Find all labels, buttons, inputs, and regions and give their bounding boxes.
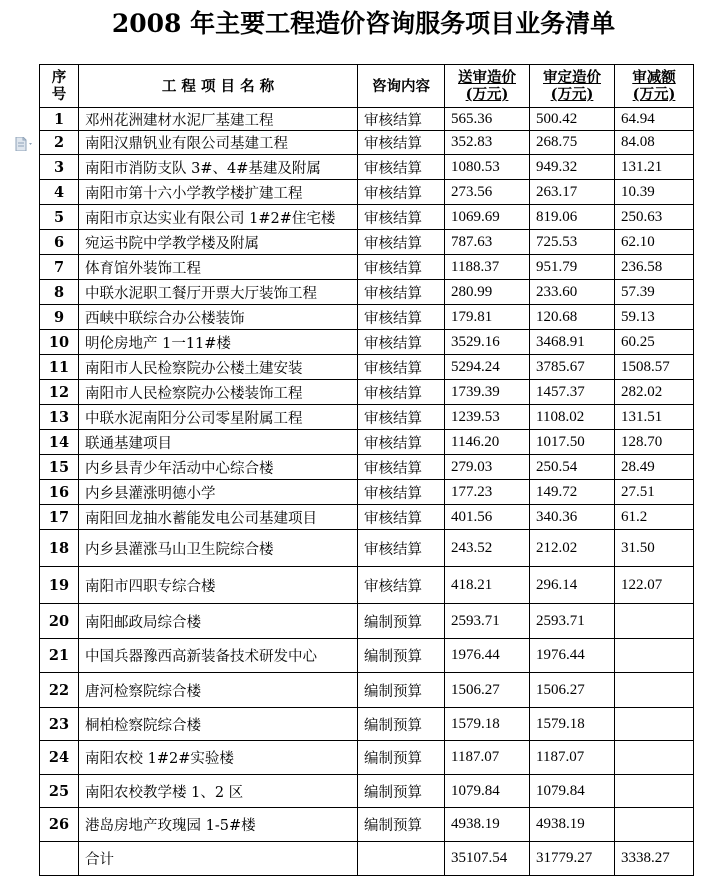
table-row (40, 108, 694, 131)
consult-type: 审核结算 (358, 180, 445, 205)
reduction-amount: 57.39 (615, 280, 694, 305)
submitted-cost: 5294.24 (445, 355, 530, 380)
consult-type: 审核结算 (358, 255, 445, 280)
reduction-amount: 28.49 (615, 455, 694, 480)
reduction-amount: 236.58 (615, 255, 694, 280)
header-approved: 审定造价 (万元) (530, 65, 615, 108)
submitted-cost: 787.63 (445, 230, 530, 255)
reduction-amount (615, 775, 694, 808)
row-number: 11 (40, 355, 79, 380)
approved-cost: 500.42 (530, 108, 615, 131)
consult-type: 审核结算 (358, 230, 445, 255)
reduction-amount (615, 673, 694, 708)
consult-type: 审核结算 (358, 330, 445, 355)
reduction-amount: 64.94 (615, 108, 694, 131)
consult-type: 审核结算 (358, 430, 445, 455)
approved-cost: 212.02 (530, 530, 615, 567)
project-name: 内乡县灌涨明德小学 (79, 480, 358, 505)
project-name: 南阳市人民检察院办公楼装饰工程 (79, 380, 358, 405)
consult-type: 审核结算 (358, 131, 445, 155)
approved-cost: 250.54 (530, 455, 615, 480)
table-row (40, 330, 694, 355)
row-number: 12 (40, 380, 79, 405)
header-reduction: 审减额 (万元) (615, 65, 694, 108)
total-row (40, 842, 694, 876)
table-row (40, 708, 694, 741)
reduction-amount (615, 639, 694, 673)
project-name: 南阳农校教学楼 1、2 区 (79, 775, 358, 808)
consult-type: 审核结算 (358, 530, 445, 567)
table-row (40, 405, 694, 430)
project-name: 港岛房地产玫瑰园 1-5#楼 (79, 808, 358, 842)
table-row (40, 180, 694, 205)
approved-cost: 1187.07 (530, 741, 615, 775)
consult-type: 审核结算 (358, 205, 445, 230)
submitted-cost: 1079.84 (445, 775, 530, 808)
submitted-cost: 1976.44 (445, 639, 530, 673)
submitted-cost: 273.56 (445, 180, 530, 205)
row-number: 25 (40, 775, 79, 808)
project-name: 南阳汉鼎钒业有限公司基建工程 (79, 131, 358, 155)
project-name: 中联水泥职工餐厅开票大厅装饰工程 (79, 280, 358, 305)
consult-type: 编制预算 (358, 741, 445, 775)
header-name: 工 程 项 目 名 称 (79, 65, 358, 108)
approved-cost: 263.17 (530, 180, 615, 205)
reduction-amount (615, 808, 694, 842)
submitted-cost: 2593.71 (445, 604, 530, 639)
total-label: 合计 (79, 842, 358, 876)
project-name: 南阳邮政局综合楼 (79, 604, 358, 639)
reduction-amount: 10.39 (615, 180, 694, 205)
document-icon[interactable] (14, 137, 36, 151)
row-number: 1 (40, 108, 79, 131)
project-name: 南阳市第十六小学教学楼扩建工程 (79, 180, 358, 205)
submitted-cost: 1080.53 (445, 155, 530, 180)
submitted-cost: 1146.20 (445, 430, 530, 455)
approved-cost: 2593.71 (530, 604, 615, 639)
table-row (40, 775, 694, 808)
approved-cost: 4938.19 (530, 808, 615, 842)
reduction-amount: 59.13 (615, 305, 694, 330)
reduction-amount: 31.50 (615, 530, 694, 567)
approved-cost: 949.32 (530, 155, 615, 180)
reduction-amount: 60.25 (615, 330, 694, 355)
approved-cost: 233.60 (530, 280, 615, 305)
project-name: 西峡中联综合办公楼装饰 (79, 305, 358, 330)
consult-type: 编制预算 (358, 808, 445, 842)
approved-cost: 149.72 (530, 480, 615, 505)
project-name: 南阳市人民检察院办公楼土建安装 (79, 355, 358, 380)
consult-type: 审核结算 (358, 155, 445, 180)
submitted-cost: 179.81 (445, 305, 530, 330)
project-name: 邓州花洲建材水泥厂基建工程 (79, 108, 358, 131)
page-title: 2008 年主要工程造价咨询服务项目业务清单 (111, 9, 616, 38)
reduction-amount: 131.21 (615, 155, 694, 180)
table-row (40, 205, 694, 230)
header-no: 序 号 (40, 65, 79, 108)
approved-cost: 296.14 (530, 567, 615, 604)
header-type: 咨询内容 (358, 65, 445, 108)
row-number: 15 (40, 455, 79, 480)
project-name: 内乡县青少年活动中心综合楼 (79, 455, 358, 480)
row-number: 9 (40, 305, 79, 330)
approved-cost: 1079.84 (530, 775, 615, 808)
row-number: 21 (40, 639, 79, 673)
table-row (40, 480, 694, 505)
consult-type: 审核结算 (358, 455, 445, 480)
total-reduction: 3338.27 (615, 842, 694, 876)
table-row (40, 505, 694, 530)
submitted-cost: 1739.39 (445, 380, 530, 405)
submitted-cost: 401.56 (445, 505, 530, 530)
table-row (40, 604, 694, 639)
table-row (40, 639, 694, 673)
submitted-cost: 565.36 (445, 108, 530, 131)
approved-cost: 951.79 (530, 255, 615, 280)
consult-type: 审核结算 (358, 108, 445, 131)
project-name: 中国兵器豫西高新装备技术研发中心 (79, 639, 358, 673)
project-name: 南阳市京达实业有限公司 1#2#住宅楼 (79, 205, 358, 230)
project-name: 南阳市四职专综合楼 (79, 567, 358, 604)
row-number: 17 (40, 505, 79, 530)
reduction-amount: 250.63 (615, 205, 694, 230)
consult-type: 审核结算 (358, 480, 445, 505)
row-number: 2 (40, 131, 79, 155)
table-row (40, 380, 694, 405)
approved-cost: 1506.27 (530, 673, 615, 708)
consult-type: 审核结算 (358, 305, 445, 330)
table-row (40, 567, 694, 604)
row-number: 5 (40, 205, 79, 230)
submitted-cost: 3529.16 (445, 330, 530, 355)
table-row (40, 131, 694, 155)
project-name: 唐河检察院综合楼 (79, 673, 358, 708)
row-number: 19 (40, 567, 79, 604)
reduction-amount: 1508.57 (615, 355, 694, 380)
approved-cost: 1017.50 (530, 430, 615, 455)
project-name: 南阳回龙抽水蓄能发电公司基建项目 (79, 505, 358, 530)
project-name: 南阳市消防支队 3#、4#基建及附属 (79, 155, 358, 180)
table-row (40, 280, 694, 305)
approved-cost: 725.53 (530, 230, 615, 255)
approved-cost: 3468.91 (530, 330, 615, 355)
consult-type: 编制预算 (358, 639, 445, 673)
row-number: 4 (40, 180, 79, 205)
consult-type: 审核结算 (358, 505, 445, 530)
reduction-amount: 27.51 (615, 480, 694, 505)
project-name: 明伦房地产 1一11#楼 (79, 330, 358, 355)
total-type (358, 842, 445, 876)
project-name: 中联水泥南阳分公司零星附属工程 (79, 405, 358, 430)
table-row (40, 741, 694, 775)
table-row (40, 530, 694, 567)
consult-type: 审核结算 (358, 355, 445, 380)
reduction-amount: 131.51 (615, 405, 694, 430)
row-number: 16 (40, 480, 79, 505)
reduction-amount: 84.08 (615, 131, 694, 155)
submitted-cost: 1579.18 (445, 708, 530, 741)
submitted-cost: 280.99 (445, 280, 530, 305)
row-number: 6 (40, 230, 79, 255)
table-row (40, 673, 694, 708)
project-name: 南阳农校 1#2#实验楼 (79, 741, 358, 775)
reduction-amount (615, 741, 694, 775)
table-row (40, 305, 694, 330)
reduction-amount: 282.02 (615, 380, 694, 405)
total-submitted: 35107.54 (445, 842, 530, 876)
consult-type: 编制预算 (358, 775, 445, 808)
approved-cost: 1457.37 (530, 380, 615, 405)
reduction-amount: 128.70 (615, 430, 694, 455)
reduction-amount: 61.2 (615, 505, 694, 530)
consult-type: 编制预算 (358, 708, 445, 741)
submitted-cost: 1069.69 (445, 205, 530, 230)
consult-type: 编制预算 (358, 673, 445, 708)
submitted-cost: 279.03 (445, 455, 530, 480)
row-number: 26 (40, 808, 79, 842)
submitted-cost: 177.23 (445, 480, 530, 505)
table-row (40, 155, 694, 180)
consult-type: 审核结算 (358, 405, 445, 430)
submitted-cost: 418.21 (445, 567, 530, 604)
table-row (40, 355, 694, 380)
table-row (40, 808, 694, 842)
reduction-amount (615, 708, 694, 741)
project-name: 桐柏检察院综合楼 (79, 708, 358, 741)
submitted-cost: 4938.19 (445, 808, 530, 842)
row-number: 8 (40, 280, 79, 305)
reduction-amount: 62.10 (615, 230, 694, 255)
total-no (40, 842, 79, 876)
row-number: 23 (40, 708, 79, 741)
project-name: 体育馆外装饰工程 (79, 255, 358, 280)
row-number: 18 (40, 530, 79, 567)
table-row (40, 255, 694, 280)
approved-cost: 268.75 (530, 131, 615, 155)
approved-cost: 1976.44 (530, 639, 615, 673)
consult-type: 审核结算 (358, 567, 445, 604)
header-row (40, 65, 694, 108)
row-number: 13 (40, 405, 79, 430)
row-number: 24 (40, 741, 79, 775)
consult-type: 审核结算 (358, 380, 445, 405)
row-number: 20 (40, 604, 79, 639)
submitted-cost: 1506.27 (445, 673, 530, 708)
total-approved: 31779.27 (530, 842, 615, 876)
project-name: 联通基建项目 (79, 430, 358, 455)
approved-cost: 819.06 (530, 205, 615, 230)
project-table (39, 64, 694, 876)
approved-cost: 3785.67 (530, 355, 615, 380)
row-number: 3 (40, 155, 79, 180)
table-row (40, 230, 694, 255)
submitted-cost: 243.52 (445, 530, 530, 567)
submitted-cost: 1239.53 (445, 405, 530, 430)
row-number: 22 (40, 673, 79, 708)
consult-type: 编制预算 (358, 604, 445, 639)
table-row (40, 430, 694, 455)
project-name: 内乡县灌涨马山卫生院综合楼 (79, 530, 358, 567)
row-number: 7 (40, 255, 79, 280)
approved-cost: 1108.02 (530, 405, 615, 430)
submitted-cost: 1187.07 (445, 741, 530, 775)
project-name: 宛运书院中学教学楼及附属 (79, 230, 358, 255)
consult-type: 审核结算 (358, 280, 445, 305)
row-number: 10 (40, 330, 79, 355)
submitted-cost: 1188.37 (445, 255, 530, 280)
reduction-amount: 122.07 (615, 567, 694, 604)
header-submitted: 送审造价 (万元) (445, 65, 530, 108)
table-row (40, 455, 694, 480)
approved-cost: 120.68 (530, 305, 615, 330)
submitted-cost: 352.83 (445, 131, 530, 155)
row-number: 14 (40, 430, 79, 455)
reduction-amount (615, 604, 694, 639)
approved-cost: 1579.18 (530, 708, 615, 741)
approved-cost: 340.36 (530, 505, 615, 530)
